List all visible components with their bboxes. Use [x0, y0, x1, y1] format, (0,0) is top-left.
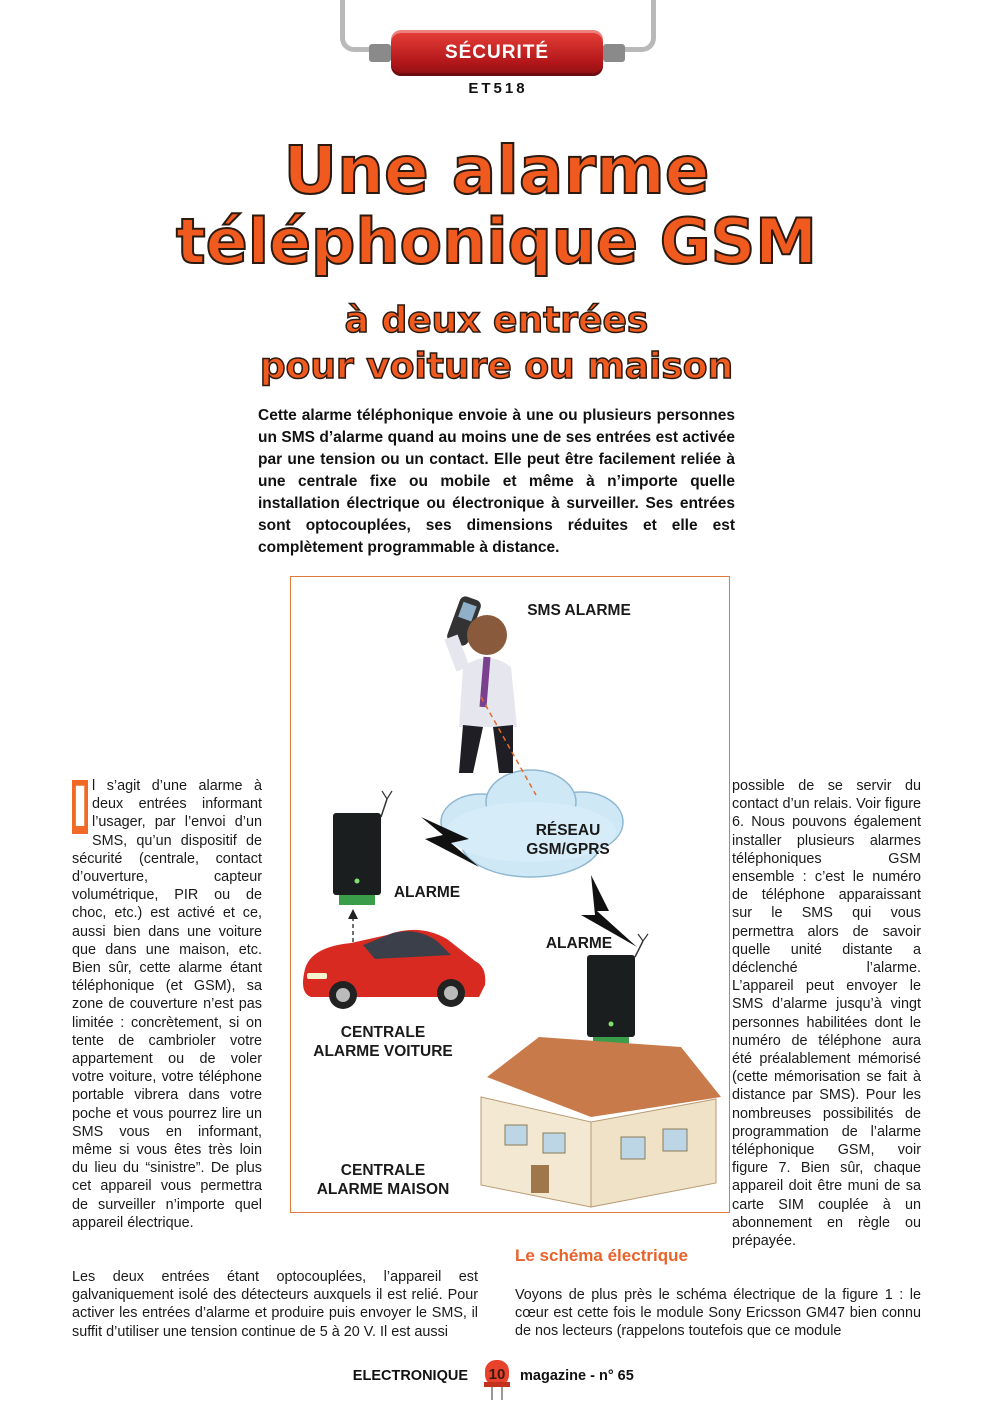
body-bottom-left: Les deux entrées étant optocouplées, l’appareil est galvaniquement isolé des détecteurs auxquels il est relié. Pour activer les entrées d’alarme et produire puis envoyer le SMS, il suffit d’utiliser une tension continue de 5 à 20 V. Il est aussi	[72, 1269, 478, 1340]
article-code: ET518	[468, 80, 528, 97]
title-line-1: Une alarme	[283, 132, 710, 209]
footer-magazine-name: ELECTRONIQUE	[352, 1368, 468, 1384]
car-central-label-2: ALARME VOITURE	[313, 1043, 453, 1060]
alarm-box-car-icon	[333, 791, 392, 905]
sms-alarm-label: SMS ALARME	[527, 602, 631, 619]
alarm-label-house: ALARME	[545, 935, 613, 952]
footer-issue: magazine - n° 65	[520, 1368, 634, 1384]
body-left-column	[72, 777, 262, 1232]
drop-cap: I	[72, 780, 88, 834]
section-badge: SÉCURITÉ	[391, 30, 603, 76]
figure-diagram	[290, 576, 730, 1213]
body-bottom-right: Voyons de plus près le schéma électrique de la figure 1 : le cœur est cette fois le module Sony Ericsson GM47 bien connu de nos lecteurs (rappelons toutefois que ce module	[515, 1287, 921, 1340]
body-right-column: possible de se servir du contact d’un relais. Voir figure 6. Nous pouvons également installer plusieurs alarmes téléphoniques GSM ensemble : c’est le numéro de téléphone apparaissant sur le SMS qui vous permettra alors de savoir quelle unité distante a déclenché l’alarme. L’appareil peut envoyer le SMS d’alarme jusqu’à vingt personnes habilitées dont le numéro de téléphone aura été préalablement mémorisé (cette mémorisation se fait à distance par SMS). Pour les nombreuses possibilités de programmation de l’alarme téléphonique GSM, voir figure 7. Bien sûr, chaque appareil doit être muni de sa carte SIM couplée à un abonnement en règle ou prépayée.	[732, 778, 921, 1250]
lead-paragraph: Cette alarme téléphonique envoie à une ou plusieurs personnes un SMS d’alarme quand au moins une de ses entrées est activée par une tension ou un contact. Elle peut être facilement reliée à une centrale fixe ou mobile et même à n’importe quelle installation électrique ou électronique à surveiller. Ses entrées sont optocouplées, ses dimensions réduites et elle est complètement programmable à distance.	[258, 407, 735, 556]
person-with-phone-icon	[445, 595, 517, 773]
section-heading: Le schéma électrique	[515, 1246, 688, 1265]
figure-illustration	[291, 577, 728, 1211]
page-footer	[0, 1366, 993, 1390]
house-central-label-1: CENTRALE	[340, 1162, 426, 1179]
subtitle-line-2: pour voiture ou maison	[259, 346, 734, 387]
alarm-label-car: ALARME	[393, 884, 461, 901]
title-line-2: téléphonique GSM	[176, 205, 817, 278]
page-number: 10	[488, 1366, 506, 1383]
page-number-led-icon	[483, 1358, 511, 1400]
car-icon	[303, 930, 485, 1009]
car-central-label-1: CENTRALE	[340, 1024, 426, 1041]
subtitle-line-1: à deux entrées	[344, 300, 649, 341]
house-icon	[481, 1037, 721, 1207]
network-label-2: GSM/GPRS	[526, 841, 610, 858]
network-label-1: RÉSEAU	[535, 822, 601, 839]
left-column-text: l s’agit d’une alarme à deux entrées informant l’usager, par l’envoi d’un SMS, qu’un dispositif de sécurité (centrale, contact d’ouverture, capteur volumétrique, PIR ou de choc, etc.) est activé et ce, aussi bien dans une voiture que dans une maison, etc. Bien sûr, cette alarme étant téléphonique (et GSM), sa zone de couverture n’est pas limitée : concrètement, si on tente de cambrioler votre appartement ou de voler votre voiture, votre téléphone portable vibrera dans votre poche et vous pourrez lire un SMS vous en informant, même si vous êtes très loin du lieu du “sinistre”. De plus cet appareil vous permettra de surveiller n’importe quel appareil électrique.	[72, 778, 262, 1231]
house-central-label-2: ALARME MAISON	[316, 1181, 450, 1198]
